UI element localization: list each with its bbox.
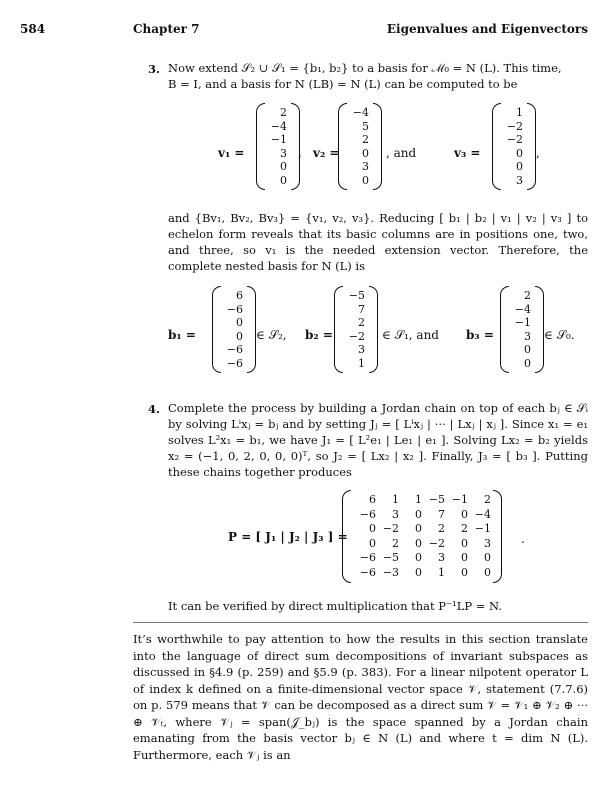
v2-entry: 2 (362, 133, 369, 146)
matrix-p-entry: 0 (369, 522, 376, 535)
v2-entry: 5 (362, 119, 369, 133)
matrix-p-entry: 0 (415, 565, 422, 579)
v3-entry: 1 (516, 106, 523, 119)
v3-entry: 0 (516, 146, 523, 160)
b1-entry: −6 (226, 302, 243, 316)
v1-entry: 0 (280, 173, 287, 187)
vector-b1 (212, 286, 256, 373)
b1-entry: −6 (226, 356, 243, 370)
p-matrix-label: P = [ J₁ | J₂ | J₃ ] = (228, 530, 348, 544)
v2-entry: 3 (362, 160, 369, 173)
matrix-p-entry: 2 (438, 522, 445, 535)
vector-v1 (256, 103, 300, 190)
matrix-p-entry: 3 (392, 507, 399, 521)
b2-entry: −5 (348, 289, 365, 302)
b2-entry: 2 (358, 316, 365, 329)
v1-entry: −1 (270, 133, 287, 146)
matrix-p-entry: −4 (474, 507, 491, 521)
matrix-p-entry: 2 (392, 536, 399, 550)
b2-entry: −2 (348, 329, 365, 343)
b2-label: b₂ = (305, 328, 333, 342)
verification-sentence: It can be verified by direct multiplication that P⁻¹LP = N. (168, 599, 503, 613)
v1-entry: −4 (270, 119, 287, 133)
v3-entry: −2 (506, 133, 523, 146)
matrix-p-entry: −1 (474, 522, 491, 535)
matrix-p-entry: 1 (415, 493, 422, 506)
matrix-p-entry: 0 (484, 551, 491, 564)
matrix-p-entry: 0 (415, 536, 422, 550)
page-number: 584 (20, 22, 46, 36)
v3-entry: 0 (516, 160, 523, 173)
b1-entry: 0 (236, 316, 243, 329)
item-4-paragraph: Complete the process by building a Jordan chain on top of each bⱼ ∈ 𝒮ᵢ by solving Lⁱxⱼ = bⱼ and by setting Jⱼ = [ Lⁱxⱼ | ··· | Lxⱼ | xⱼ ]. Since x₁ = e₁ solves L²x₁ = b₁, we have J₁ = [ L²e₁ | Le₁ | e₁ ]. Solving Lx₂ = b₂ yields x₂ = (−1, 0, 2, 0, 0, 0)ᵀ, so J₂ = [ Lx₂ | x₂ ]. Finally, J₃ = [ b₃ ]. Putting these chains together produces (168, 401, 588, 479)
matrix-p-entry: −5 (382, 551, 399, 564)
v1-entry: 3 (280, 146, 287, 160)
v1-entry: 0 (280, 160, 287, 173)
vector-v3 (492, 103, 536, 190)
matrix-p-entry: 0 (415, 551, 422, 564)
b1-entry: −6 (226, 343, 243, 356)
matrix-p-entry: 6 (369, 493, 376, 506)
v1-separator: , (298, 146, 302, 160)
matrix-p-entry: 3 (484, 536, 491, 550)
item-3-intro-line2: B = I, and a basis for N (LB) = N (L) can be computed to be (168, 77, 518, 91)
v2-entry: 0 (362, 146, 369, 160)
matrix-p-entry: 0 (461, 507, 468, 521)
matrix-p-entry: 7 (438, 507, 445, 521)
matrix-P (342, 490, 502, 583)
matrix-p-entry: 3 (438, 551, 445, 564)
matrix-p-entry: −3 (382, 565, 399, 579)
b1-entry: 0 (236, 329, 243, 343)
b3-entry: 0 (524, 356, 531, 370)
matrix-p-entry: 0 (461, 551, 468, 564)
b3-entry: 3 (524, 329, 531, 343)
v3-separator: , (536, 146, 540, 160)
matrix-p-entry: −6 (359, 551, 376, 564)
b2-entry: 7 (358, 302, 365, 316)
matrix-p-entry: 0 (369, 536, 376, 550)
b2-entry: 3 (358, 343, 365, 356)
matrix-p-entry: 2 (484, 493, 491, 506)
v3-entry: 3 (516, 173, 523, 187)
vector-v2 (338, 103, 382, 190)
chapter-title: Eigenvalues and Eigenvectors (386, 22, 588, 36)
vector-b2 (334, 286, 378, 373)
v3-entry: −2 (506, 119, 523, 133)
p-matrix-period: . (521, 532, 525, 546)
matrix-p-entry: −6 (359, 565, 376, 579)
matrix-p-entry: 2 (461, 522, 468, 535)
item-3-paragraph: and {Bv₁, Bv₂, Bv₃} = {v₁, v₂, v₃}. Reducing [ b₁ | b₂ | v₁ | v₂ | v₃ ] to echelon form reveals that its basic columns are in positions one, two, and three, so v₁ is the needed extension vector. Therefore, the complete nested basis for N (L) is (168, 211, 588, 273)
v3-label: v₃ = (454, 146, 481, 160)
v2-entry: 0 (362, 173, 369, 187)
matrix-p-entry: 0 (415, 522, 422, 535)
b1-entry: 6 (236, 289, 243, 302)
item-3-number: 3. (148, 62, 161, 76)
v1-label: v₁ = (218, 146, 245, 160)
b1-membership: ∈ 𝒮₂, (256, 328, 287, 342)
item-4-number: 4. (148, 402, 161, 416)
item-3-intro-line1: Now extend 𝒮₂ ∪ 𝒮₁ = {b₁, b₂} to a basis for ℳ₀ = N (L). This time, (168, 61, 562, 75)
matrix-p-entry: 1 (392, 493, 399, 506)
b3-label: b₃ = (466, 328, 494, 342)
matrix-p-entry: −2 (382, 522, 399, 535)
matrix-p-entry: 0 (461, 536, 468, 550)
chapter-label: Chapter 7 (133, 22, 200, 36)
v2-label: v₂ = (313, 146, 340, 160)
section-rule (133, 622, 588, 623)
v1-entry: 2 (280, 106, 287, 119)
vector-b3 (500, 286, 544, 373)
matrix-p-entry: 0 (415, 507, 422, 521)
v2-separator: , and (386, 146, 417, 160)
b3-entry: −1 (514, 316, 531, 329)
b3-entry: −4 (514, 302, 531, 316)
b2-membership: ∈ 𝒮₁, and (382, 328, 439, 342)
closing-paragraph: It’s worthwhile to pay attention to how the results in this section translate into the language of direct sum decompositions of invariant subspaces as discussed in §4.9 (p. 259) and §5.9 (p. 383). For a linear nilpotent operator L of index k defined on a finite-dimensional vector space 𝒱, statement (7.7.6) on p. 579 means that 𝒱 can be decomposed as a direct sum 𝒱 = 𝒱₁ ⊕ 𝒱₂ ⊕ ··· ⊕ 𝒱ₜ, where 𝒱ⱼ = span(𝒥_bⱼ) is the space spanned by a Jordan chain emanating from the basis vector bⱼ ∈ N (L) and where t = dim N (L). Furthermore, each 𝒱ⱼ is an (133, 632, 588, 762)
matrix-p-entry: −1 (451, 493, 468, 506)
matrix-p-entry: −2 (428, 536, 445, 550)
matrix-p-entry: 0 (484, 565, 491, 579)
b1-label: b₁ = (168, 328, 196, 342)
matrix-p-entry: 0 (461, 565, 468, 579)
v2-entry: −4 (352, 106, 369, 119)
matrix-p-entry: −6 (359, 507, 376, 521)
b2-entry: 1 (358, 356, 365, 370)
matrix-p-entry: −5 (428, 493, 445, 506)
b3-membership: ∈ 𝒮₀. (544, 328, 575, 342)
b3-entry: 2 (524, 289, 531, 302)
b3-entry: 0 (524, 343, 531, 356)
matrix-p-entry: 1 (438, 565, 445, 579)
